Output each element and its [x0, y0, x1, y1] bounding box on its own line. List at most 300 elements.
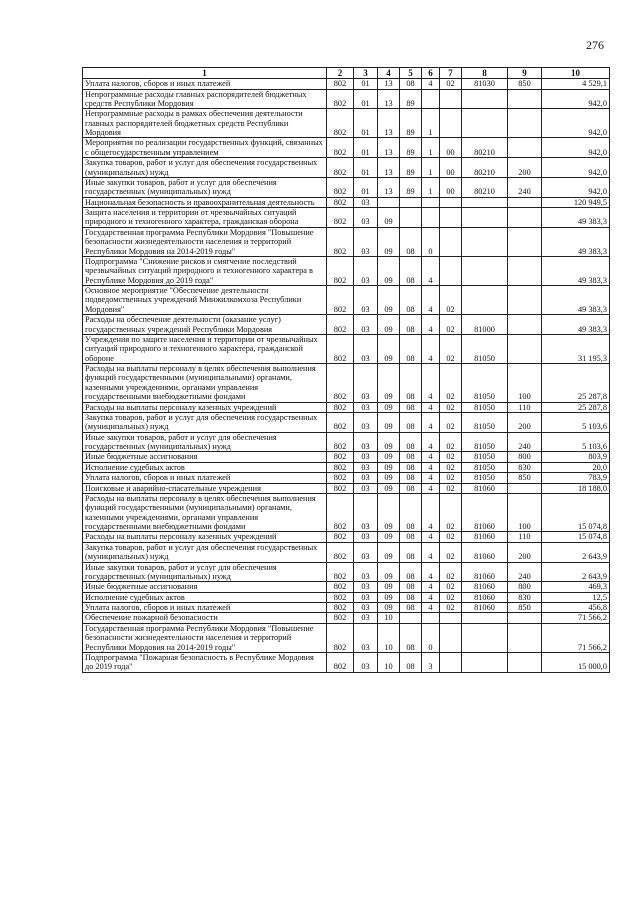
row-subsection-cell: 09	[378, 473, 400, 483]
row-section-cell: 03	[354, 582, 378, 592]
row-subsection-cell: 09	[378, 364, 400, 403]
row-ministry-cell: 802	[327, 177, 354, 197]
row-amount-cell: 18 188,0	[542, 483, 610, 493]
row-amount-cell: 942,0	[542, 177, 610, 197]
row-name-cell: Учреждения по защите населения и территории от чрезвычайных ситуаций природного и техногенного характера, гражданской обороне	[83, 334, 327, 363]
row-section-cell: 03	[354, 493, 378, 532]
table-row	[83, 613, 610, 623]
row-event-cell: 02	[440, 432, 462, 452]
row-amount-cell: 49 383,3	[542, 315, 610, 335]
row-direction-cell: 81030	[462, 79, 508, 89]
row-expense-type-cell	[508, 623, 542, 652]
row-section-cell: 01	[354, 79, 378, 89]
header-row	[83, 68, 610, 79]
row-event-cell: 02	[440, 582, 462, 592]
row-section-cell: 03	[354, 462, 378, 472]
row-amount-cell: 2 643,9	[542, 562, 610, 582]
row-subprogram-cell: 4	[422, 412, 440, 432]
row-expense-type-cell: 100	[508, 493, 542, 532]
row-direction-cell: 81050	[462, 432, 508, 452]
table-row	[83, 603, 610, 613]
row-event-cell: 00	[440, 138, 462, 158]
row-subsection-cell: 09	[378, 462, 400, 472]
row-section-cell: 01	[354, 138, 378, 158]
row-section-cell: 03	[354, 562, 378, 582]
row-subprogram-cell	[422, 208, 440, 228]
row-program-cell: 08	[400, 79, 422, 89]
row-program-cell: 08	[400, 592, 422, 602]
row-program-cell: 08	[400, 493, 422, 532]
budget-table	[82, 67, 610, 673]
row-ministry-cell: 802	[327, 452, 354, 462]
table-row	[83, 256, 610, 285]
row-amount-cell: 15 074,8	[542, 532, 610, 542]
row-ministry-cell: 802	[327, 432, 354, 452]
row-amount-cell: 5 103,6	[542, 412, 610, 432]
row-expense-type-cell: 800	[508, 452, 542, 462]
row-ministry-cell: 802	[327, 402, 354, 412]
row-subsection-cell: 09	[378, 315, 400, 335]
table-row	[83, 432, 610, 452]
row-program-cell: 89	[400, 89, 422, 109]
row-direction-cell	[462, 652, 508, 672]
row-ministry-cell: 802	[327, 493, 354, 532]
row-section-cell: 03	[354, 364, 378, 403]
row-amount-cell: 31 195,3	[542, 334, 610, 363]
row-section-cell: 03	[354, 542, 378, 562]
row-subprogram-cell: 4	[422, 542, 440, 562]
table-row	[83, 334, 610, 363]
row-event-cell: 02	[440, 79, 462, 89]
row-expense-type-cell: 110	[508, 402, 542, 412]
table-row	[83, 462, 610, 472]
row-subsection-cell: 09	[378, 582, 400, 592]
row-expense-type-cell	[508, 334, 542, 363]
row-subprogram-cell: 4	[422, 532, 440, 542]
row-ministry-cell: 802	[327, 473, 354, 483]
header-cell: 9	[508, 68, 542, 79]
row-section-cell: 03	[354, 473, 378, 483]
row-direction-cell	[462, 197, 508, 207]
row-direction-cell: 81050	[462, 364, 508, 403]
row-program-cell: 08	[400, 256, 422, 285]
row-subprogram-cell: 4	[422, 603, 440, 613]
row-name-cell: Защита населения и территории от чрезвычайных ситуаций природного и техногенного характера, гражданская оборона	[83, 208, 327, 228]
row-name-cell: Непрограммные расходы главных распорядителей бюджетных средств Республики Мордовия	[83, 89, 327, 109]
row-event-cell	[440, 89, 462, 109]
row-program-cell: 08	[400, 412, 422, 432]
row-ministry-cell: 802	[327, 483, 354, 493]
row-program-cell	[400, 197, 422, 207]
row-ministry-cell: 802	[327, 582, 354, 592]
row-ministry-cell: 802	[327, 532, 354, 542]
row-ministry-cell: 802	[327, 197, 354, 207]
row-subprogram-cell: 4	[422, 582, 440, 592]
row-amount-cell: 942,0	[542, 89, 610, 109]
row-subsection-cell: 09	[378, 256, 400, 285]
row-direction-cell: 81060	[462, 592, 508, 602]
row-direction-cell	[462, 286, 508, 315]
row-program-cell: 08	[400, 452, 422, 462]
row-subsection-cell: 10	[378, 652, 400, 672]
row-ministry-cell: 802	[327, 227, 354, 256]
row-expense-type-cell: 200	[508, 412, 542, 432]
row-subsection-cell: 13	[378, 138, 400, 158]
row-subprogram-cell: 4	[422, 286, 440, 315]
row-program-cell: 08	[400, 483, 422, 493]
row-expense-type-cell: 240	[508, 432, 542, 452]
row-ministry-cell: 802	[327, 315, 354, 335]
row-amount-cell: 120 949,5	[542, 197, 610, 207]
row-program-cell: 08	[400, 334, 422, 363]
row-subsection-cell: 13	[378, 109, 400, 138]
row-event-cell: 02	[440, 473, 462, 483]
row-program-cell: 08	[400, 532, 422, 542]
row-expense-type-cell: 200	[508, 158, 542, 178]
row-program-cell: 08	[400, 623, 422, 652]
row-amount-cell: 71 566,2	[542, 623, 610, 652]
row-subsection-cell: 09	[378, 483, 400, 493]
row-subprogram-cell: 4	[422, 334, 440, 363]
table-row	[83, 623, 610, 652]
row-name-cell: Обеспечение пожарной безопасности	[83, 613, 327, 623]
row-amount-cell: 25 287,8	[542, 364, 610, 403]
row-event-cell	[440, 256, 462, 285]
row-section-cell: 01	[354, 89, 378, 109]
row-amount-cell: 783,9	[542, 473, 610, 483]
row-subprogram-cell: 1	[422, 158, 440, 178]
row-direction-cell	[462, 623, 508, 652]
row-name-cell: Исполнение судебных актов	[83, 592, 327, 602]
row-name-cell: Расходы на выплаты персоналу казенных учреждений	[83, 402, 327, 412]
row-subprogram-cell: 4	[422, 315, 440, 335]
row-direction-cell	[462, 613, 508, 623]
row-expense-type-cell	[508, 483, 542, 493]
row-name-cell: Закупка товаров, работ и услуг для обеспечения государственных (муниципальных) нужд	[83, 412, 327, 432]
row-event-cell: 02	[440, 334, 462, 363]
row-direction-cell	[462, 208, 508, 228]
row-amount-cell: 803,9	[542, 452, 610, 462]
row-section-cell: 03	[354, 623, 378, 652]
row-subprogram-cell: 4	[422, 462, 440, 472]
row-ministry-cell: 802	[327, 592, 354, 602]
row-ministry-cell: 802	[327, 109, 354, 138]
row-event-cell: 00	[440, 158, 462, 178]
row-expense-type-cell: 830	[508, 592, 542, 602]
header-cell: 6	[422, 68, 440, 79]
table-row	[83, 592, 610, 602]
header-cell: 10	[542, 68, 610, 79]
row-expense-type-cell: 100	[508, 364, 542, 403]
table-row	[83, 364, 610, 403]
row-direction-cell: 81060	[462, 532, 508, 542]
row-name-cell: Расходы на выплаты персоналу в целях обеспечения выполнения функций государственными (муниципальными) органами, казенными учреждениями, органами управления государственными внебюджетными фондами	[83, 493, 327, 532]
row-ministry-cell: 802	[327, 462, 354, 472]
row-direction-cell	[462, 227, 508, 256]
row-expense-type-cell: 240	[508, 562, 542, 582]
row-name-cell: Уплата налогов, сборов и иных платежей	[83, 79, 327, 89]
row-amount-cell: 15 000,0	[542, 652, 610, 672]
row-subsection-cell: 13	[378, 79, 400, 89]
row-ministry-cell: 802	[327, 138, 354, 158]
row-amount-cell: 20,0	[542, 462, 610, 472]
row-event-cell: 02	[440, 402, 462, 412]
table-row	[83, 197, 610, 207]
row-subprogram-cell: 4	[422, 483, 440, 493]
row-subsection-cell: 09	[378, 334, 400, 363]
row-expense-type-cell	[508, 109, 542, 138]
row-event-cell: 02	[440, 412, 462, 432]
table-row	[83, 286, 610, 315]
row-subprogram-cell: 0	[422, 227, 440, 256]
row-name-cell: Иные закупки товаров, работ и услуг для обеспечения государственных (муниципальных) нужд	[83, 562, 327, 582]
row-section-cell: 03	[354, 652, 378, 672]
row-direction-cell: 80210	[462, 158, 508, 178]
row-event-cell: 00	[440, 177, 462, 197]
row-ministry-cell: 802	[327, 79, 354, 89]
row-subprogram-cell: 4	[422, 592, 440, 602]
row-amount-cell: 49 383,3	[542, 208, 610, 228]
row-direction-cell: 81050	[462, 412, 508, 432]
row-subprogram-cell: 4	[422, 432, 440, 452]
row-program-cell: 08	[400, 286, 422, 315]
row-direction-cell: 81060	[462, 603, 508, 613]
row-program-cell: 08	[400, 473, 422, 483]
row-direction-cell	[462, 89, 508, 109]
row-name-cell: Поисковые и аварийно-спасательные учреждения	[83, 483, 327, 493]
row-name-cell: Непрограммные расходы в рамках обеспечения деятельности главных распорядителей бюджетных средств Республики Мордовия	[83, 109, 327, 138]
row-name-cell: Основное мероприятие "Обеспечение деятельности подведомственных учреждений Минжилкомхоза Республики Мордовия"	[83, 286, 327, 315]
table-row	[83, 532, 610, 542]
row-expense-type-cell	[508, 227, 542, 256]
row-subsection-cell: 13	[378, 158, 400, 178]
table-row	[83, 412, 610, 432]
row-subprogram-cell: 4	[422, 452, 440, 462]
row-program-cell: 89	[400, 109, 422, 138]
row-ministry-cell: 802	[327, 256, 354, 285]
row-section-cell: 03	[354, 256, 378, 285]
row-subprogram-cell: 3	[422, 652, 440, 672]
row-amount-cell: 4 529,1	[542, 79, 610, 89]
row-direction-cell: 81060	[462, 542, 508, 562]
row-program-cell	[400, 208, 422, 228]
row-section-cell: 03	[354, 208, 378, 228]
row-expense-type-cell	[508, 138, 542, 158]
row-subsection-cell: 13	[378, 89, 400, 109]
row-direction-cell: 81050	[462, 462, 508, 472]
row-event-cell: 02	[440, 493, 462, 532]
row-ministry-cell: 802	[327, 286, 354, 315]
row-program-cell: 08	[400, 315, 422, 335]
row-ministry-cell: 802	[327, 158, 354, 178]
table-row	[83, 208, 610, 228]
row-amount-cell: 49 383,3	[542, 256, 610, 285]
row-event-cell: 02	[440, 364, 462, 403]
row-subprogram-cell: 4	[422, 364, 440, 403]
row-direction-cell: 81060	[462, 493, 508, 532]
row-direction-cell: 81050	[462, 452, 508, 462]
row-subprogram-cell: 4	[422, 473, 440, 483]
row-name-cell: Подпрограмма "Пожарная безопасность в Республике Мордовия до 2019 года"	[83, 652, 327, 672]
row-amount-cell: 49 383,3	[542, 286, 610, 315]
row-event-cell	[440, 109, 462, 138]
row-program-cell: 08	[400, 603, 422, 613]
row-section-cell: 03	[354, 432, 378, 452]
row-direction-cell	[462, 256, 508, 285]
row-subsection-cell: 09	[378, 532, 400, 542]
row-section-cell: 01	[354, 177, 378, 197]
row-ministry-cell: 802	[327, 364, 354, 403]
row-ministry-cell: 802	[327, 334, 354, 363]
row-program-cell: 08	[400, 582, 422, 592]
row-direction-cell: 81050	[462, 402, 508, 412]
row-program-cell: 89	[400, 177, 422, 197]
table-row	[83, 315, 610, 335]
row-name-cell: Исполнение судебных актов	[83, 462, 327, 472]
row-ministry-cell: 802	[327, 652, 354, 672]
row-event-cell: 02	[440, 592, 462, 602]
row-subsection-cell: 09	[378, 542, 400, 562]
row-amount-cell: 5 103,6	[542, 432, 610, 452]
row-name-cell: Иные бюджетные ассигнования	[83, 452, 327, 462]
row-expense-type-cell: 800	[508, 582, 542, 592]
row-program-cell: 08	[400, 542, 422, 562]
row-section-cell: 03	[354, 452, 378, 462]
row-subprogram-cell: 0	[422, 623, 440, 652]
row-expense-type-cell	[508, 613, 542, 623]
row-event-cell: 02	[440, 286, 462, 315]
row-expense-type-cell: 850	[508, 79, 542, 89]
row-program-cell: 08	[400, 462, 422, 472]
row-program-cell: 08	[400, 227, 422, 256]
row-subsection-cell: 09	[378, 432, 400, 452]
row-name-cell: Подпрограмма "Снижение рисков и смягчение последствий чрезвычайных ситуаций природного и техногенного характера в Республике Мордовия до 2019 года"	[83, 256, 327, 285]
table-row	[83, 562, 610, 582]
row-event-cell: 02	[440, 452, 462, 462]
row-amount-cell: 942,0	[542, 138, 610, 158]
table-row	[83, 542, 610, 562]
row-subprogram-cell: 4	[422, 256, 440, 285]
row-name-cell: Расходы на выплаты персоналу в целях обеспечения выполнения функций государственными (муниципальными) органами, казенными учреждениями, органами управления государственными внебюджетными фондами	[83, 364, 327, 403]
table-row	[83, 493, 610, 532]
row-section-cell: 03	[354, 483, 378, 493]
row-section-cell: 03	[354, 613, 378, 623]
row-subprogram-cell: 1	[422, 177, 440, 197]
row-name-cell: Расходы на выплаты персоналу казенных учреждений	[83, 532, 327, 542]
row-name-cell: Государственная программа Республики Мордовия "Повышение безопасности жизнедеятельности населения и территорий Республики Мордовия на 2014-2019 годы"	[83, 623, 327, 652]
row-subsection-cell: 09	[378, 452, 400, 462]
row-subsection-cell	[378, 197, 400, 207]
row-section-cell: 03	[354, 412, 378, 432]
row-event-cell: 02	[440, 462, 462, 472]
row-program-cell: 89	[400, 138, 422, 158]
table-row	[83, 89, 610, 109]
row-subsection-cell: 10	[378, 613, 400, 623]
row-name-cell: Иные закупки товаров, работ и услуг для обеспечения государственных (муниципальных) нужд	[83, 177, 327, 197]
row-subsection-cell: 09	[378, 592, 400, 602]
row-subsection-cell: 09	[378, 208, 400, 228]
table-row	[83, 473, 610, 483]
row-program-cell: 08	[400, 562, 422, 582]
row-subsection-cell: 09	[378, 402, 400, 412]
table-row	[83, 79, 610, 89]
row-event-cell: 02	[440, 532, 462, 542]
row-expense-type-cell	[508, 652, 542, 672]
row-program-cell: 08	[400, 364, 422, 403]
row-expense-type-cell: 240	[508, 177, 542, 197]
row-subprogram-cell: 4	[422, 79, 440, 89]
table-row	[83, 582, 610, 592]
row-expense-type-cell	[508, 208, 542, 228]
row-program-cell	[400, 613, 422, 623]
row-amount-cell: 12,5	[542, 592, 610, 602]
row-amount-cell: 942,0	[542, 158, 610, 178]
row-expense-type-cell: 850	[508, 473, 542, 483]
header-cell: 4	[378, 68, 400, 79]
table-row	[83, 652, 610, 672]
row-name-cell: Национальная безопасность и правоохранительная деятельность	[83, 197, 327, 207]
row-name-cell: Мероприятия по реализации государственных функций, связанных с общегосударственным управлением	[83, 138, 327, 158]
row-name-cell: Уплата налогов, сборов и иных платежей	[83, 603, 327, 613]
row-direction-cell: 81000	[462, 315, 508, 335]
row-amount-cell: 456,8	[542, 603, 610, 613]
row-expense-type-cell: 850	[508, 603, 542, 613]
row-name-cell: Государственная программа Республики Мордовия "Повышение безопасности жизнедеятельности населения и территорий Республики Мордовия на 2014-2019 годы"	[83, 227, 327, 256]
table-row	[83, 452, 610, 462]
row-direction-cell: 81060	[462, 483, 508, 493]
row-expense-type-cell	[508, 89, 542, 109]
row-ministry-cell: 802	[327, 542, 354, 562]
row-direction-cell: 80210	[462, 138, 508, 158]
header-cell: 1	[83, 68, 327, 79]
row-section-cell: 03	[354, 227, 378, 256]
row-event-cell: 02	[440, 542, 462, 562]
row-expense-type-cell	[508, 286, 542, 315]
row-name-cell: Расходы на обеспечение деятельности (оказание услуг) государственных учреждений Республики Мордовия	[83, 315, 327, 335]
table-row	[83, 177, 610, 197]
row-name-cell: Иные бюджетные ассигнования	[83, 582, 327, 592]
row-event-cell	[440, 227, 462, 256]
row-section-cell: 03	[354, 197, 378, 207]
header-cell: 5	[400, 68, 422, 79]
row-subprogram-cell: 1	[422, 138, 440, 158]
row-ministry-cell: 802	[327, 613, 354, 623]
row-subsection-cell: 09	[378, 412, 400, 432]
header-cell: 7	[440, 68, 462, 79]
row-event-cell	[440, 613, 462, 623]
row-subprogram-cell: 4	[422, 402, 440, 412]
row-amount-cell: 25 287,8	[542, 402, 610, 412]
row-name-cell: Иные закупки товаров, работ и услуг для обеспечения государственных (муниципальных) нужд	[83, 432, 327, 452]
header-cell: 2	[327, 68, 354, 79]
row-section-cell: 03	[354, 532, 378, 542]
row-section-cell: 03	[354, 315, 378, 335]
header-cell: 8	[462, 68, 508, 79]
row-subsection-cell: 09	[378, 227, 400, 256]
table-row	[83, 402, 610, 412]
table-row	[83, 483, 610, 493]
row-subsection-cell: 13	[378, 177, 400, 197]
row-program-cell: 08	[400, 402, 422, 412]
row-event-cell: 02	[440, 603, 462, 613]
page-number: 276	[586, 38, 604, 52]
row-section-cell: 01	[354, 109, 378, 138]
row-program-cell: 08	[400, 432, 422, 452]
row-ministry-cell: 802	[327, 412, 354, 432]
row-direction-cell: 81050	[462, 334, 508, 363]
row-direction-cell: 81060	[462, 562, 508, 582]
row-event-cell	[440, 197, 462, 207]
